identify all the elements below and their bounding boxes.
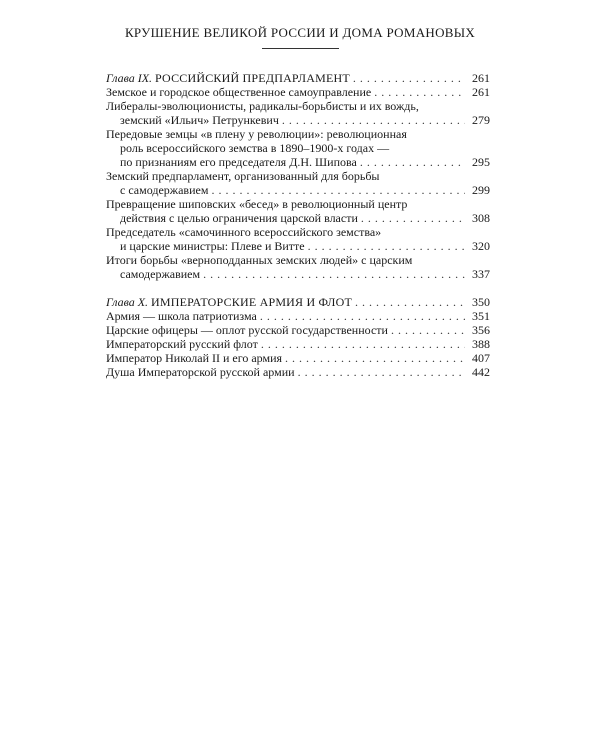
leader-dots	[355, 295, 465, 309]
toc-entry-line	[106, 253, 490, 267]
toc-entry-line	[106, 127, 490, 141]
toc-entry-text: Передовые земцы «в плену у революции»: революционная	[106, 127, 407, 141]
toc-entry-text: Превращение шиповских «бесед» в революционный центр	[106, 197, 408, 211]
toc-entry	[106, 225, 490, 253]
toc-entry-text: Председатель «самочинного всероссийского земства»	[106, 225, 382, 239]
page-number: 261	[472, 71, 490, 85]
toc-entry	[106, 127, 490, 169]
toc-entry-text: по признаниям его председателя Д.Н. Шипова	[120, 155, 357, 169]
toc-entry	[106, 351, 490, 365]
page-number: 295	[472, 155, 490, 169]
leader-dots	[203, 267, 465, 281]
toc-entry-text: и царские министры: Плеве и Витте	[120, 239, 305, 253]
toc-entries	[106, 85, 490, 281]
toc-entry-text: Императорский русский флот	[106, 337, 258, 351]
leader-dots	[298, 365, 465, 379]
toc-entry-line	[106, 365, 490, 379]
chapter-title: ИМПЕРАТОРСКИЕ АРМИЯ И ФЛОТ	[151, 295, 353, 309]
toc-entry-text: Душа Императорской русской армии	[106, 365, 295, 379]
toc-entry-line	[106, 197, 490, 211]
page-number: 320	[472, 239, 490, 253]
toc-entry-text: Земское и городское общественное самоуправление	[106, 85, 372, 99]
toc-chapter-x	[106, 295, 490, 379]
toc-entry-text: самодержавием	[120, 267, 201, 281]
toc-entry	[106, 365, 490, 379]
toc-entry-text: Император Николай II и его армия	[106, 351, 283, 365]
toc-entry-text: земский «Ильич» Петрункевич	[120, 113, 279, 127]
page-number: 356	[472, 323, 490, 337]
toc-entry-line	[106, 239, 490, 253]
chapter-title: РОССИЙСКИЙ ПРЕДПАРЛАМЕНТ	[155, 71, 350, 85]
toc-entry-line	[106, 183, 490, 197]
toc-entry-line	[106, 323, 490, 337]
chapter-label: Глава IX.	[106, 71, 153, 85]
toc-entry	[106, 169, 490, 197]
toc-entry-text: действия с целью ограничения царской власти	[120, 211, 358, 225]
page-number: 279	[472, 113, 490, 127]
leader-dots	[285, 351, 465, 365]
leader-dots	[261, 337, 465, 351]
toc-entry	[106, 253, 490, 281]
leader-dots	[361, 211, 465, 225]
toc-entry	[106, 309, 490, 323]
toc-entry-line	[106, 141, 490, 155]
toc-entry-text: с самодержавием	[120, 183, 209, 197]
leader-dots	[308, 239, 465, 253]
toc-entry	[106, 85, 490, 99]
chapter-heading	[106, 295, 490, 309]
leader-dots	[360, 155, 465, 169]
leader-dots	[374, 85, 465, 99]
page-number: 299	[472, 183, 490, 197]
page-number: 337	[472, 267, 490, 281]
toc-entry-line	[106, 85, 490, 99]
toc-entry-line	[106, 99, 490, 113]
toc-entry-text: Либералы-эволюционисты, радикалы-борьбисты и их вождь,	[106, 99, 419, 113]
page-number: 308	[472, 211, 490, 225]
toc-entry-text: Царские офицеры — оплот русской государственности	[106, 323, 388, 337]
toc-entry	[106, 323, 490, 337]
toc-chapter-ix	[106, 71, 490, 281]
toc-entry-line	[106, 211, 490, 225]
toc-entry-line	[106, 169, 490, 183]
toc-entry-line	[106, 337, 490, 351]
toc-entries	[106, 309, 490, 379]
toc-entry-text: роль всероссийского земства в 1890–1900-х годах —	[120, 141, 390, 155]
toc-entry-line	[106, 113, 490, 127]
chapter-heading	[106, 71, 490, 85]
header-rule	[262, 48, 339, 49]
toc-entry	[106, 337, 490, 351]
page-number: 442	[472, 365, 490, 379]
leader-dots	[353, 71, 465, 85]
toc-entry-line	[106, 225, 490, 239]
toc-entry-line	[106, 155, 490, 169]
toc-entry-text: Итоги борьбы «верноподданных земских людей» с царским	[106, 253, 413, 267]
toc-entry-text: Земский предпарламент, организованный для борьбы	[106, 169, 380, 183]
running-header: КРУШЕНИЕ ВЕЛИКОЙ РОССИИ И ДОМА РОМАНОВЫХ	[124, 25, 476, 40]
page-number: 350	[472, 295, 490, 309]
toc-entry	[106, 197, 490, 225]
toc-entry	[106, 99, 490, 127]
toc-entry-text: Армия — школа патриотизма	[106, 309, 257, 323]
leader-dots	[391, 323, 465, 337]
chapter-label: Глава X.	[106, 295, 149, 309]
toc-entry-line	[106, 309, 490, 323]
page-number: 388	[472, 337, 490, 351]
leader-dots	[211, 183, 465, 197]
page-number: 261	[472, 85, 490, 99]
leader-dots	[260, 309, 465, 323]
leader-dots	[282, 113, 465, 127]
page-number: 407	[472, 351, 490, 365]
toc-entry-line	[106, 267, 490, 281]
page-number: 351	[472, 309, 490, 323]
toc-entry-line	[106, 351, 490, 365]
